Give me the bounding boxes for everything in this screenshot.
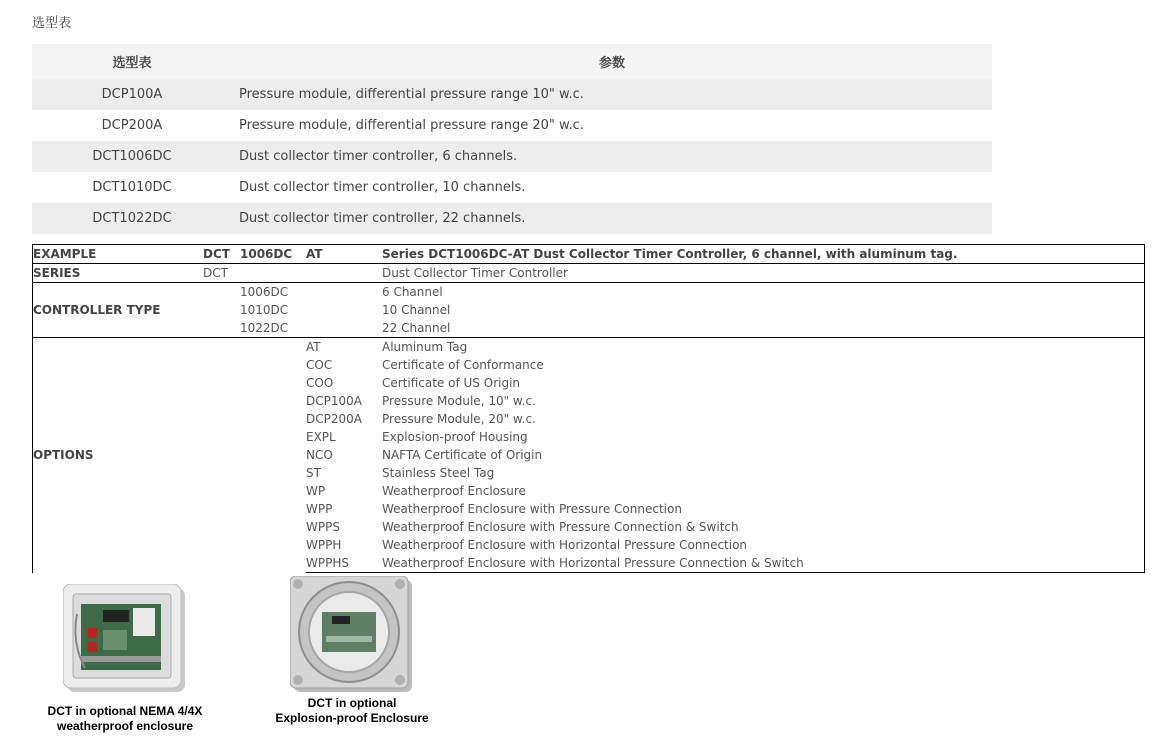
model-cell: DCT1022DC xyxy=(32,203,232,234)
table-row xyxy=(32,79,992,110)
option-desc: Certificate of US Origin xyxy=(382,374,1145,392)
option-desc: Weatherproof Enclosure xyxy=(382,482,1145,500)
selection-table xyxy=(32,44,992,234)
explosion-proof-enclosure-image xyxy=(290,576,414,694)
option-desc: Stainless Steel Tag xyxy=(382,464,1145,482)
table-row xyxy=(32,141,992,172)
option-row xyxy=(33,338,1145,357)
selection-header-row xyxy=(32,44,992,79)
product-nema-enclosure xyxy=(30,584,220,734)
example-row xyxy=(33,245,1145,264)
option-code: DCP200A xyxy=(306,412,362,426)
desc-cell: Pressure module, differential pressure range 10" w.c. xyxy=(232,79,992,110)
model-cell: DCP100A xyxy=(32,79,232,110)
selection-header-params: 参数 xyxy=(232,44,992,79)
product-caption-line1: DCT in optional xyxy=(307,696,397,710)
option-desc: Weatherproof Enclosure with Pressure Connection xyxy=(382,500,1145,518)
product-explosion-proof-enclosure xyxy=(262,576,442,726)
option-code: COO xyxy=(306,376,334,390)
option-desc: Explosion-proof Housing xyxy=(382,428,1145,446)
example-label: EXAMPLE xyxy=(33,245,204,264)
controller-type-label: CONTROLLER TYPE xyxy=(33,283,204,338)
option-desc: Certificate of Conformance xyxy=(382,356,1145,374)
series-desc: Dust Collector Timer Controller xyxy=(382,264,1145,283)
table-row xyxy=(32,203,992,234)
type-code: 1006DC xyxy=(240,283,306,302)
option-desc: Weatherproof Enclosure with Horizontal Pressure Connection & Switch xyxy=(382,554,1145,573)
series-row xyxy=(33,264,1145,283)
option-code: WP xyxy=(306,484,326,498)
ordering-table xyxy=(32,244,1145,573)
example-series: DCT xyxy=(203,245,240,264)
desc-cell: Pressure module, differential pressure range 20" w.c. xyxy=(232,110,992,141)
product-caption-line2: weatherproof enclosure xyxy=(56,719,194,733)
options-label: OPTIONS xyxy=(33,338,204,573)
desc-cell: Dust collector timer controller, 6 channels. xyxy=(232,141,992,172)
product-caption-line2: Explosion-proof Enclosure xyxy=(275,711,429,725)
option-code: COC xyxy=(306,358,333,372)
table-row xyxy=(32,172,992,203)
table-row xyxy=(32,110,992,141)
selection-header-model: 选型表 xyxy=(32,44,232,79)
example-option: AT xyxy=(306,245,382,264)
type-code: 1010DC xyxy=(240,303,289,317)
option-code: ST xyxy=(306,466,321,480)
option-desc: Weatherproof Enclosure with Pressure Connection & Switch xyxy=(382,518,1145,536)
option-desc: Aluminum Tag xyxy=(382,338,1145,357)
nema-enclosure-image xyxy=(63,584,187,694)
series-label: SERIES xyxy=(33,264,204,283)
product-caption-line1: DCT in optional NEMA 4/4X xyxy=(47,704,203,718)
option-desc: Pressure Module, 10" w.c. xyxy=(382,392,1145,410)
option-desc: Pressure Module, 20" w.c. xyxy=(382,410,1145,428)
example-desc: Series DCT1006DC-AT Dust Collector Timer Controller, 6 channel, with aluminum tag. xyxy=(382,245,1145,264)
controller-type-row xyxy=(33,283,1145,302)
desc-cell: Dust collector timer controller, 22 channels. xyxy=(232,203,992,234)
option-code: EXPL xyxy=(306,430,336,444)
option-desc: Weatherproof Enclosure with Horizontal Pressure Connection xyxy=(382,536,1145,554)
type-code: 1022DC xyxy=(240,321,289,335)
desc-cell: Dust collector timer controller, 10 channels. xyxy=(232,172,992,203)
option-code: WPPS xyxy=(306,520,340,534)
option-code: DCP100A xyxy=(306,394,362,408)
option-desc: NAFTA Certificate of Origin xyxy=(382,446,1145,464)
option-code: WPPH xyxy=(306,538,342,552)
type-desc: 22 Channel xyxy=(382,319,1145,338)
model-cell: DCT1010DC xyxy=(32,172,232,203)
option-code: AT xyxy=(306,338,382,357)
type-desc: 10 Channel xyxy=(382,301,1145,319)
series-code: DCT xyxy=(203,264,240,283)
option-code: WPPHS xyxy=(306,554,382,573)
option-code: NCO xyxy=(306,448,333,462)
option-code: WPP xyxy=(306,502,333,516)
model-cell: DCP200A xyxy=(32,110,232,141)
type-desc: 6 Channel xyxy=(382,283,1145,302)
page-title: 选型表 xyxy=(32,16,72,31)
model-cell: DCT1006DC xyxy=(32,141,232,172)
example-type: 1006DC xyxy=(240,245,306,264)
